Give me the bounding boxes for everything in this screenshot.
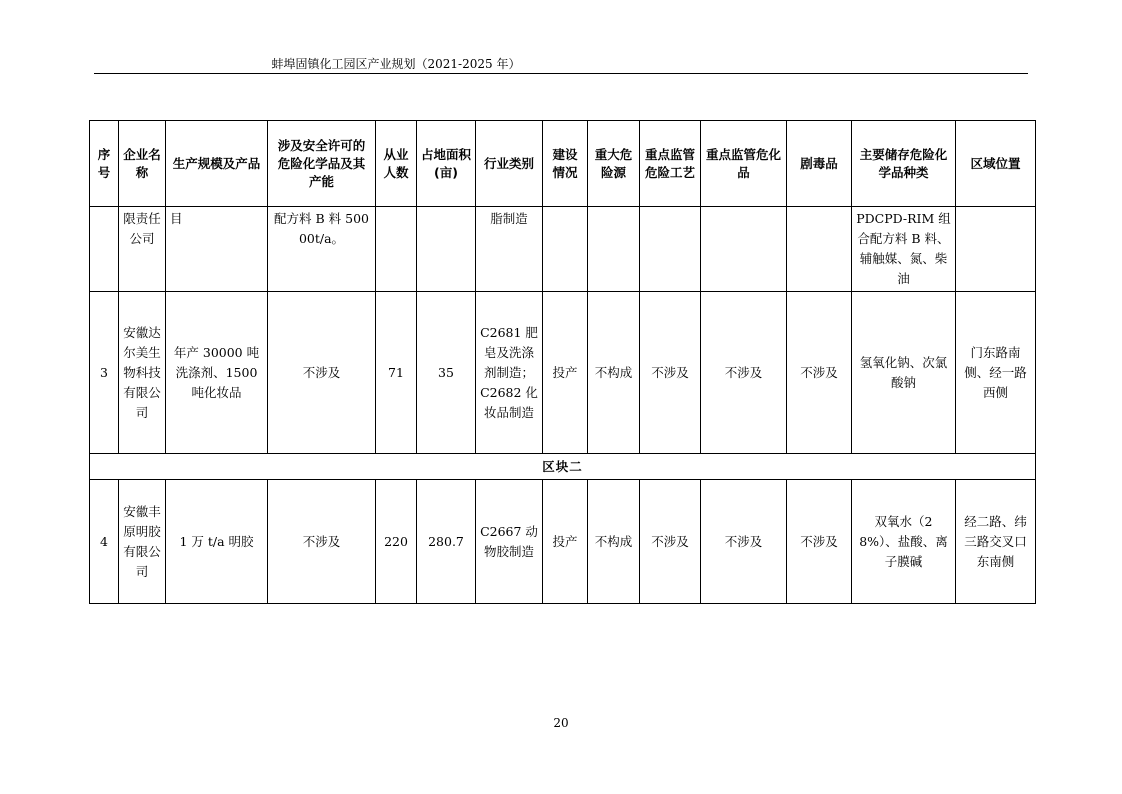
cell-seq: 3 [90,292,119,454]
cell-status: 投产 [543,292,588,454]
cell-toxic: 不涉及 [787,480,852,604]
col-header-storage: 主要储存危险化学品种类 [852,121,956,207]
cell-permit: 不涉及 [268,292,376,454]
cell-major-hazard: 不构成 [588,480,640,604]
cell-industry: C2667 动物胶制造 [476,480,543,604]
col-header-chemicals: 重点监管危化品 [701,121,787,207]
cell-seq [90,207,119,292]
cell-seq: 4 [90,480,119,604]
table-row [90,207,1036,292]
cell-process: 不涉及 [640,292,701,454]
block-divider-row [90,454,1036,480]
col-header-location: 区域位置 [956,121,1036,207]
cell-scale: 目 [166,207,268,292]
cell-area: 280.7 [417,480,476,604]
cell-scale: 年产 30000 吨洗涤剂、1500 吨化妆品 [166,292,268,454]
cell-location: 门东路南侧、经一路西侧 [956,292,1036,454]
cell-storage: 双氧水（28%）、盐酸、离子膜碱 [852,480,956,604]
cell-major-hazard [588,207,640,292]
block-label: 区块二 [90,454,1036,480]
col-header-process: 重点监管危险工艺 [640,121,701,207]
cell-process: 不涉及 [640,480,701,604]
cell-storage: 氢氧化钠、次氯酸钠 [852,292,956,454]
col-header-toxic: 剧毒品 [787,121,852,207]
col-header-staff: 从业人数 [376,121,417,207]
col-header-industry: 行业类别 [476,121,543,207]
cell-chemicals: 不涉及 [701,292,787,454]
cell-location: 经二路、纬三路交叉口东南侧 [956,480,1036,604]
cell-toxic: 不涉及 [787,292,852,454]
cell-chemicals [701,207,787,292]
cell-chemicals: 不涉及 [701,480,787,604]
cell-status: 投产 [543,480,588,604]
col-header-seq: 序号 [90,121,119,207]
cell-scale: 1 万 t/a 明胶 [166,480,268,604]
cell-area [417,207,476,292]
cell-permit: 配方料 B 料 50000t/a。 [268,207,376,292]
col-header-permit: 涉及安全许可的危险化学品及其产能 [268,121,376,207]
cell-toxic [787,207,852,292]
cell-staff [376,207,417,292]
table-row [90,292,1036,454]
header-rule [94,73,1028,74]
running-header: 蚌埠固镇化工园区产业规划（2021-2025 年） [271,57,521,71]
cell-major-hazard: 不构成 [588,292,640,454]
cell-process [640,207,701,292]
cell-industry: 脂制造 [476,207,543,292]
col-header-company: 企业名称 [119,121,166,207]
cell-status [543,207,588,292]
cell-permit: 不涉及 [268,480,376,604]
cell-area: 35 [417,292,476,454]
table-header-row [90,121,1036,207]
col-header-major-hazard: 重大危险源 [588,121,640,207]
cell-location [956,207,1036,292]
table-row [90,480,1036,604]
cell-company: 限责任公司 [119,207,166,292]
cell-storage: PDCPD-RIM 组合配方料 B 料、辅触媒、氮、柴油 [852,207,956,292]
col-header-scale: 生产规模及产品 [166,121,268,207]
cell-industry: C2681 肥皂及洗涤剂制造；C2682 化妆品制造 [476,292,543,454]
page-number: 20 [553,716,569,730]
cell-company: 安徽达尔美生物科技有限公司 [119,292,166,454]
cell-staff: 71 [376,292,417,454]
cell-staff: 220 [376,480,417,604]
col-header-area: 占地面积(亩) [417,121,476,207]
cell-company: 安徽丰原明胶有限公司 [119,480,166,604]
col-header-status: 建设情况 [543,121,588,207]
enterprise-table [89,120,1036,604]
